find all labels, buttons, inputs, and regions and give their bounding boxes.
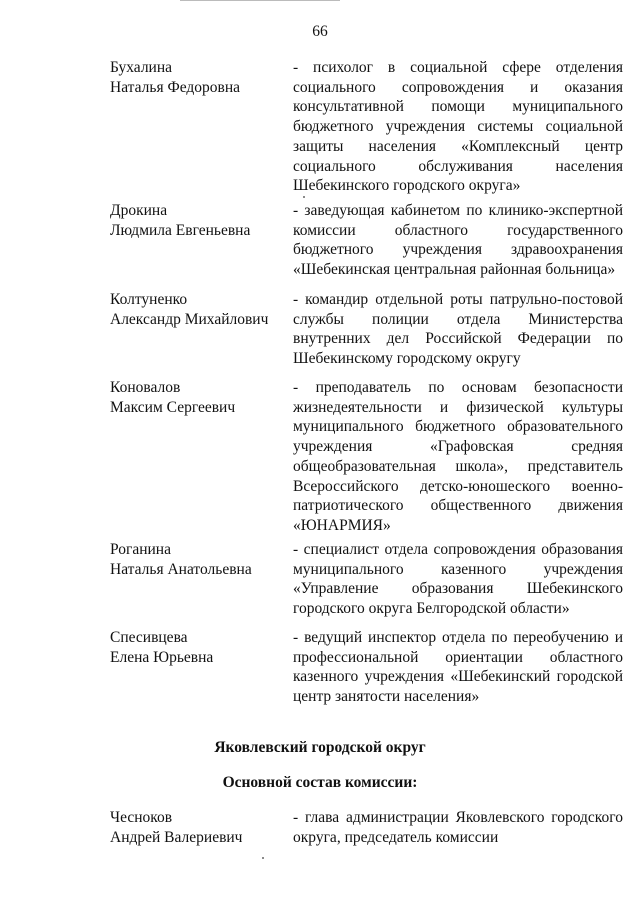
member-given-names: Александр Михайлович (110, 310, 269, 328)
member-role: - командир отдельной роты патрульно-постовой службы полиции отдела Министерства внутренних дел Российской Федерации по Шебекинскому городскому округу (293, 291, 623, 368)
member-name (110, 290, 285, 329)
subsection-title: Основной состав комиссии: (222, 774, 418, 791)
member-role: - заведующая кабинетом по клинико-экспертной комиссии областного государственного бюджетного учреждения здравоохранения «Шебекинская центральная районная больница» (293, 202, 623, 279)
member-surname: Колтуненко (110, 291, 188, 308)
member-name (110, 58, 285, 97)
member-surname: Дрокина (110, 202, 168, 219)
member-surname: Роганина (110, 541, 171, 558)
member-surname: Коновалов (110, 379, 181, 396)
top-edge-line (180, 0, 340, 1)
section-title: Яковлевский городской округ (214, 739, 426, 756)
member-name (110, 540, 285, 579)
member-given-names: Максим Сергеевич (110, 398, 236, 416)
member-role: - глава администрации Яковлевского городского округа, председатель комиссии (293, 809, 623, 846)
member-name (110, 808, 285, 847)
member-surname: Бухалина (110, 59, 173, 76)
member-surname: Чесноков (110, 809, 173, 826)
member-given-names: Елена Юрьевна (110, 648, 214, 666)
page-number: 66 (312, 23, 328, 40)
member-given-names: Людмила Евгеньевна (110, 221, 251, 239)
member-given-names: Наталья Анатольевна (110, 560, 252, 578)
scan-speck (303, 196, 305, 198)
member-role: - ведущий инспектор отдела по переобучению и профессиональной ориентации областного казенного учреждения «Шебекинский городской центр занятости населения» (293, 629, 623, 706)
member-role: - преподаватель по основам безопасности жизнедеятельности и физической культуры муниципального бюджетного образовательного учреждения «Графовская средняя общеобразовательная школа», представитель Всероссийского детско-юношеского военно-патриотического общественного движения «ЮНАРМИЯ» (293, 379, 623, 534)
member-name (110, 628, 285, 667)
member-surname: Спесивцева (110, 629, 188, 646)
member-given-names: Наталья Федоровна (110, 78, 241, 96)
scan-speck (262, 857, 264, 859)
member-name (110, 378, 285, 417)
member-role: - специалист отдела сопровождения образования муниципального казенного учреждения «Управление образования Шебекинского городского округа Белгородской области» (293, 541, 623, 618)
member-role: - психолог в социальной сфере отделения социального сопровождения и оказания консультативной помощи муниципального бюджетного учреждения системы социальной защиты населения «Комплексный центр социального обслуживания населения Шебекинского городского округа» (293, 59, 623, 195)
member-name (110, 201, 285, 240)
member-given-names: Андрей Валериевич (110, 828, 243, 846)
